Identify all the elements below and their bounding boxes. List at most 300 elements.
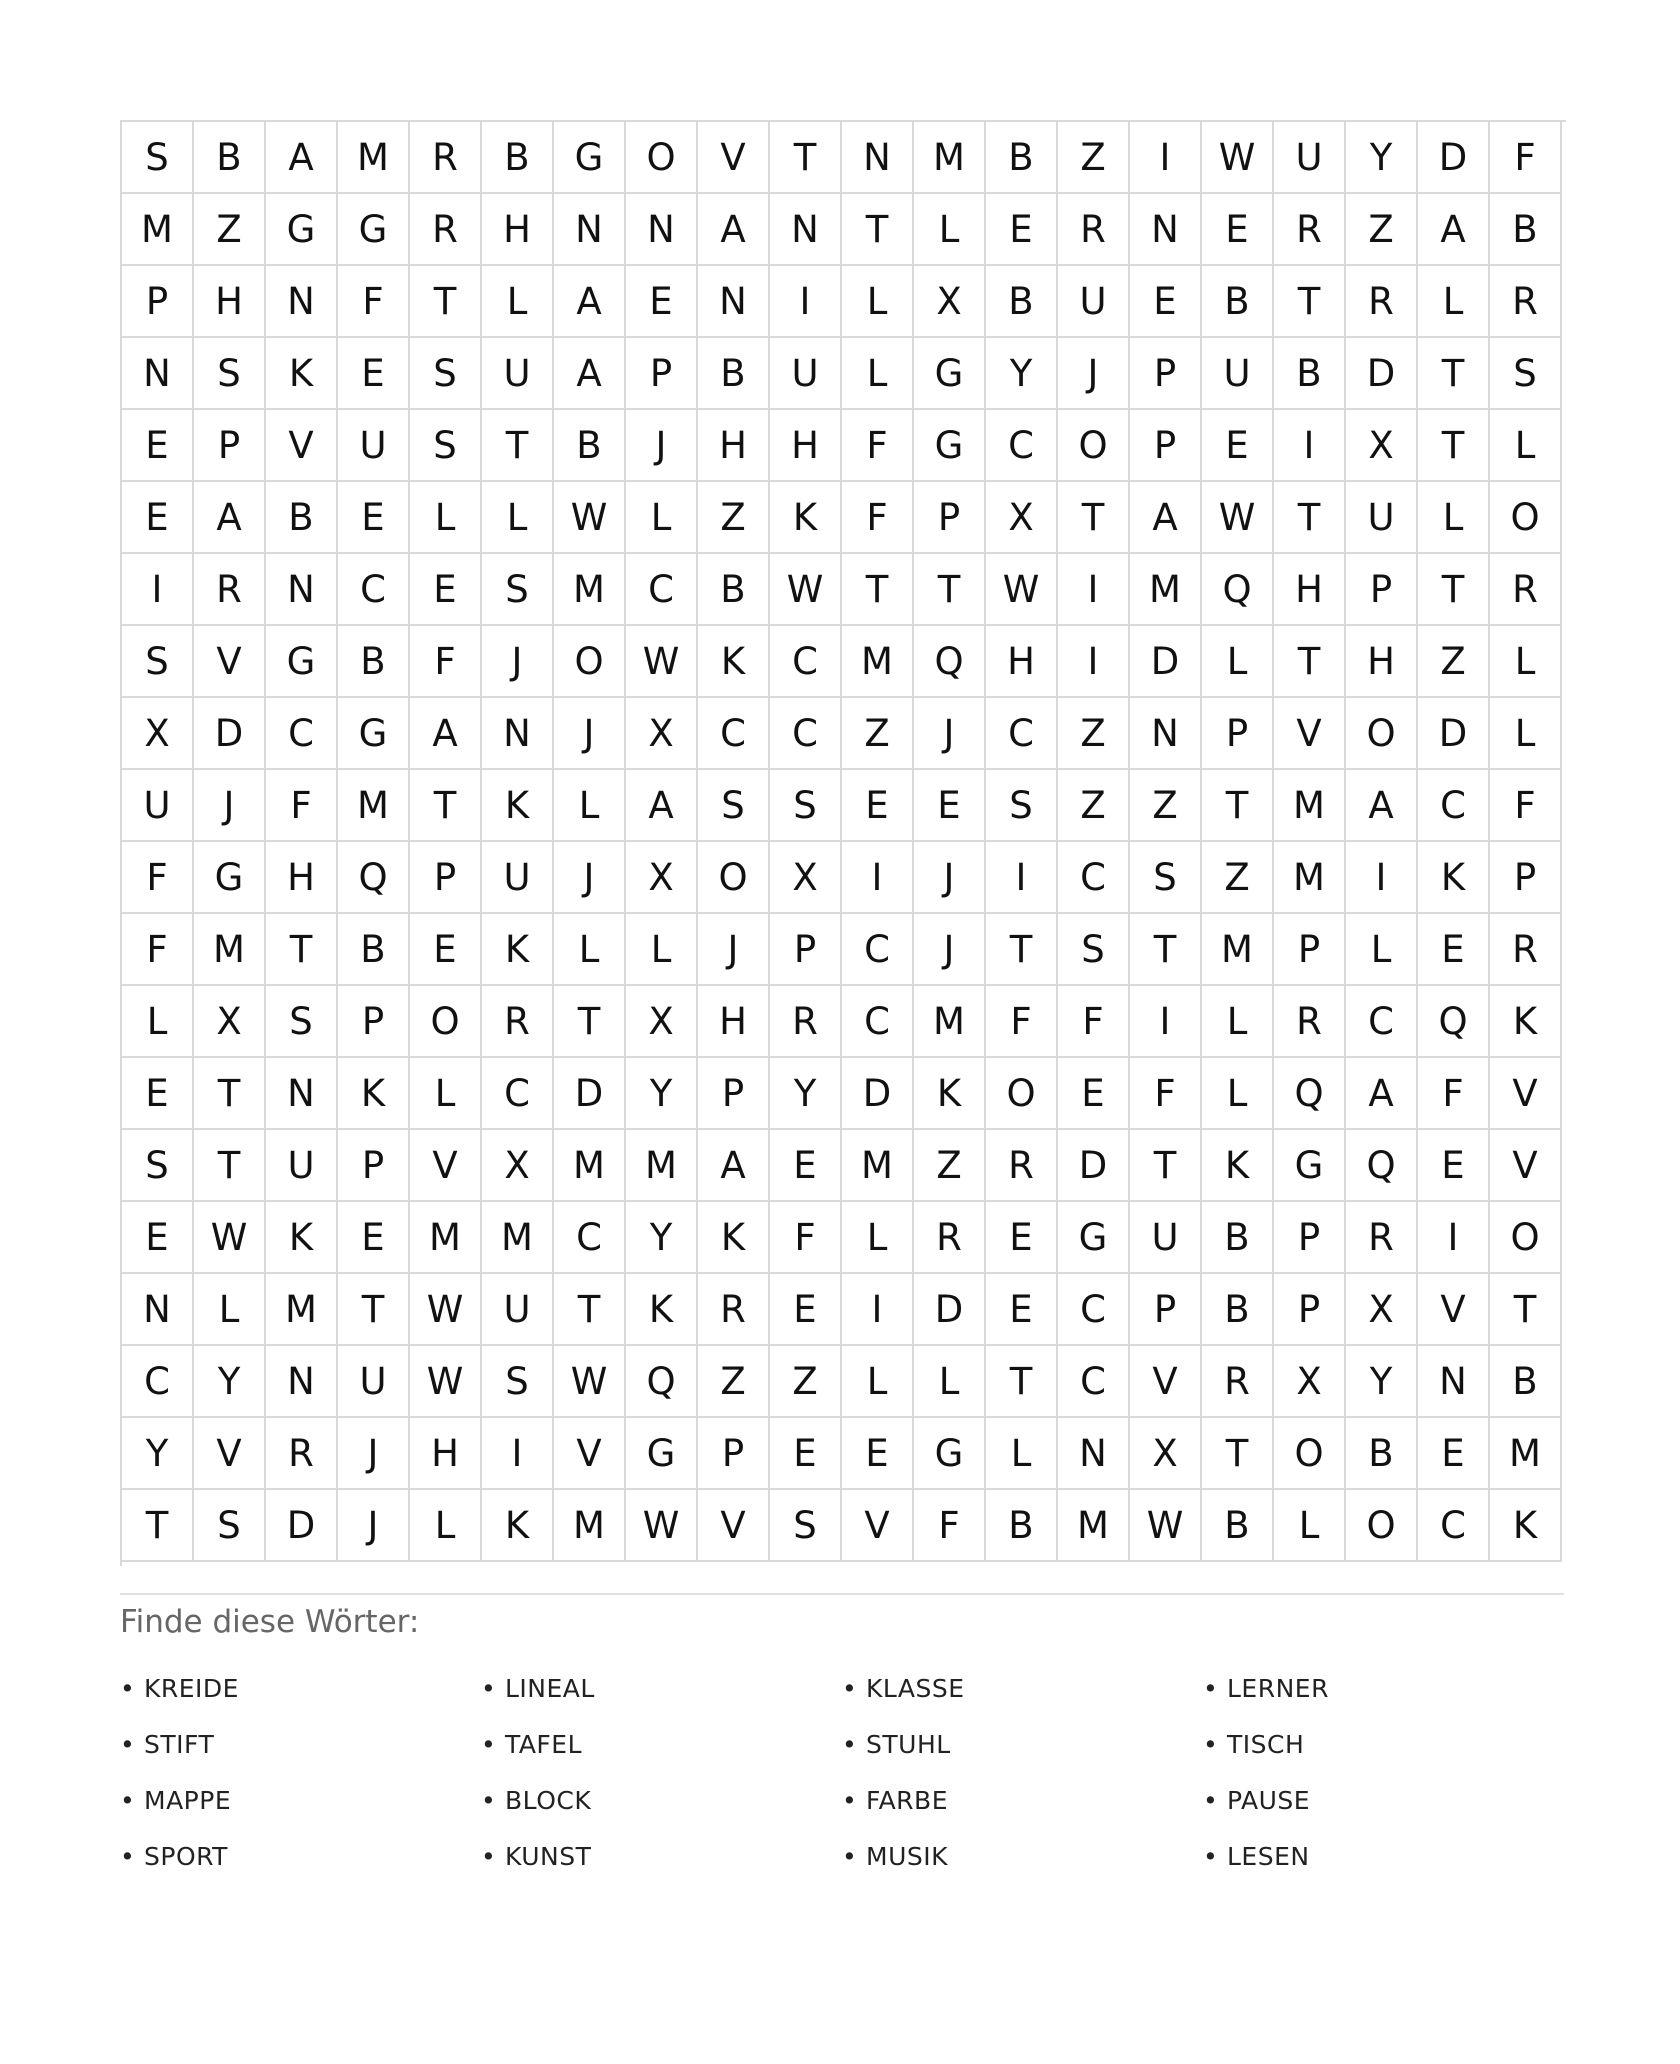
grid-cell-4-9[interactable]: H [770,410,842,482]
grid-cell-14-1[interactable]: T [194,1130,266,1202]
grid-cell-12-12[interactable]: F [986,986,1058,1058]
grid-cell-9-1[interactable]: J [194,770,266,842]
grid-cell-8-0[interactable]: X [122,698,194,770]
grid-cell-9-9[interactable]: S [770,770,842,842]
grid-cell-17-16[interactable]: X [1274,1346,1346,1418]
grid-cell-1-6[interactable]: N [554,194,626,266]
grid-cell-10-18[interactable]: K [1418,842,1490,914]
grid-cell-16-1[interactable]: L [194,1274,266,1346]
grid-cell-6-19[interactable]: R [1490,554,1562,626]
grid-cell-18-13[interactable]: N [1058,1418,1130,1490]
grid-cell-14-10[interactable]: M [842,1130,914,1202]
grid-cell-13-16[interactable]: Q [1274,1058,1346,1130]
grid-cell-10-5[interactable]: U [482,842,554,914]
grid-cell-13-17[interactable]: A [1346,1058,1418,1130]
grid-cell-4-14[interactable]: P [1130,410,1202,482]
grid-cell-9-19[interactable]: F [1490,770,1562,842]
grid-cell-19-14[interactable]: W [1130,1490,1202,1562]
grid-cell-7-9[interactable]: C [770,626,842,698]
grid-cell-5-1[interactable]: A [194,482,266,554]
grid-cell-15-4[interactable]: M [410,1202,482,1274]
grid-cell-3-14[interactable]: P [1130,338,1202,410]
grid-cell-2-18[interactable]: L [1418,266,1490,338]
grid-cell-9-10[interactable]: E [842,770,914,842]
grid-cell-9-15[interactable]: T [1202,770,1274,842]
grid-cell-15-10[interactable]: L [842,1202,914,1274]
grid-cell-16-0[interactable]: N [122,1274,194,1346]
grid-cell-5-7[interactable]: L [626,482,698,554]
grid-cell-8-17[interactable]: O [1346,698,1418,770]
grid-cell-16-2[interactable]: M [266,1274,338,1346]
grid-cell-9-13[interactable]: Z [1058,770,1130,842]
grid-cell-3-13[interactable]: J [1058,338,1130,410]
grid-cell-17-14[interactable]: V [1130,1346,1202,1418]
grid-cell-13-7[interactable]: Y [626,1058,698,1130]
grid-cell-17-12[interactable]: T [986,1346,1058,1418]
grid-cell-5-8[interactable]: Z [698,482,770,554]
grid-cell-12-11[interactable]: M [914,986,986,1058]
grid-cell-0-6[interactable]: G [554,122,626,194]
grid-cell-12-0[interactable]: L [122,986,194,1058]
grid-cell-7-13[interactable]: I [1058,626,1130,698]
grid-cell-12-13[interactable]: F [1058,986,1130,1058]
grid-cell-0-0[interactable]: S [122,122,194,194]
grid-cell-2-19[interactable]: R [1490,266,1562,338]
grid-cell-1-5[interactable]: H [482,194,554,266]
grid-cell-0-16[interactable]: U [1274,122,1346,194]
grid-cell-6-18[interactable]: T [1418,554,1490,626]
grid-cell-9-5[interactable]: K [482,770,554,842]
grid-cell-9-0[interactable]: U [122,770,194,842]
grid-cell-13-10[interactable]: D [842,1058,914,1130]
grid-cell-14-12[interactable]: R [986,1130,1058,1202]
grid-cell-8-16[interactable]: V [1274,698,1346,770]
grid-cell-8-12[interactable]: C [986,698,1058,770]
grid-cell-3-12[interactable]: Y [986,338,1058,410]
grid-cell-2-14[interactable]: E [1130,266,1202,338]
grid-cell-9-3[interactable]: M [338,770,410,842]
grid-cell-19-17[interactable]: O [1346,1490,1418,1562]
grid-cell-0-19[interactable]: F [1490,122,1562,194]
grid-cell-4-1[interactable]: P [194,410,266,482]
grid-cell-11-4[interactable]: E [410,914,482,986]
grid-cell-6-8[interactable]: B [698,554,770,626]
grid-cell-7-6[interactable]: O [554,626,626,698]
grid-cell-13-5[interactable]: C [482,1058,554,1130]
grid-cell-14-17[interactable]: Q [1346,1130,1418,1202]
grid-cell-13-3[interactable]: K [338,1058,410,1130]
grid-cell-8-8[interactable]: C [698,698,770,770]
grid-cell-13-9[interactable]: Y [770,1058,842,1130]
grid-cell-6-5[interactable]: S [482,554,554,626]
grid-cell-14-13[interactable]: D [1058,1130,1130,1202]
grid-cell-7-18[interactable]: Z [1418,626,1490,698]
grid-cell-13-15[interactable]: L [1202,1058,1274,1130]
grid-cell-17-19[interactable]: B [1490,1346,1562,1418]
grid-cell-2-13[interactable]: U [1058,266,1130,338]
grid-cell-14-4[interactable]: V [410,1130,482,1202]
grid-cell-1-19[interactable]: B [1490,194,1562,266]
grid-cell-15-1[interactable]: W [194,1202,266,1274]
grid-cell-18-11[interactable]: G [914,1418,986,1490]
grid-cell-9-6[interactable]: L [554,770,626,842]
grid-cell-17-15[interactable]: R [1202,1346,1274,1418]
grid-cell-1-9[interactable]: N [770,194,842,266]
grid-cell-11-19[interactable]: R [1490,914,1562,986]
grid-cell-1-7[interactable]: N [626,194,698,266]
grid-cell-11-2[interactable]: T [266,914,338,986]
grid-cell-1-11[interactable]: L [914,194,986,266]
grid-cell-17-4[interactable]: W [410,1346,482,1418]
grid-cell-7-14[interactable]: D [1130,626,1202,698]
grid-cell-10-8[interactable]: O [698,842,770,914]
grid-cell-13-13[interactable]: E [1058,1058,1130,1130]
grid-cell-4-11[interactable]: G [914,410,986,482]
grid-cell-0-7[interactable]: O [626,122,698,194]
grid-cell-8-14[interactable]: N [1130,698,1202,770]
grid-cell-10-13[interactable]: C [1058,842,1130,914]
grid-cell-15-13[interactable]: G [1058,1202,1130,1274]
grid-cell-0-1[interactable]: B [194,122,266,194]
grid-cell-8-6[interactable]: J [554,698,626,770]
grid-cell-12-8[interactable]: H [698,986,770,1058]
grid-cell-16-4[interactable]: W [410,1274,482,1346]
grid-cell-5-13[interactable]: T [1058,482,1130,554]
grid-cell-2-8[interactable]: N [698,266,770,338]
grid-cell-5-12[interactable]: X [986,482,1058,554]
grid-cell-10-15[interactable]: Z [1202,842,1274,914]
grid-cell-13-4[interactable]: L [410,1058,482,1130]
grid-cell-12-5[interactable]: R [482,986,554,1058]
grid-cell-2-4[interactable]: T [410,266,482,338]
grid-cell-0-15[interactable]: W [1202,122,1274,194]
grid-cell-5-14[interactable]: A [1130,482,1202,554]
grid-cell-13-14[interactable]: F [1130,1058,1202,1130]
grid-cell-19-11[interactable]: F [914,1490,986,1562]
grid-cell-15-11[interactable]: R [914,1202,986,1274]
grid-cell-16-10[interactable]: I [842,1274,914,1346]
grid-cell-8-18[interactable]: D [1418,698,1490,770]
grid-cell-5-17[interactable]: U [1346,482,1418,554]
grid-cell-18-15[interactable]: T [1202,1418,1274,1490]
grid-cell-14-2[interactable]: U [266,1130,338,1202]
grid-cell-16-7[interactable]: K [626,1274,698,1346]
grid-cell-15-5[interactable]: M [482,1202,554,1274]
grid-cell-14-9[interactable]: E [770,1130,842,1202]
grid-cell-4-5[interactable]: T [482,410,554,482]
grid-cell-3-5[interactable]: U [482,338,554,410]
grid-cell-0-17[interactable]: Y [1346,122,1418,194]
grid-cell-19-2[interactable]: D [266,1490,338,1562]
grid-cell-16-16[interactable]: P [1274,1274,1346,1346]
grid-cell-14-19[interactable]: V [1490,1130,1562,1202]
grid-cell-7-11[interactable]: Q [914,626,986,698]
grid-cell-2-11[interactable]: X [914,266,986,338]
grid-cell-12-16[interactable]: R [1274,986,1346,1058]
grid-cell-5-19[interactable]: O [1490,482,1562,554]
grid-cell-18-16[interactable]: O [1274,1418,1346,1490]
grid-cell-17-6[interactable]: W [554,1346,626,1418]
grid-cell-15-15[interactable]: B [1202,1202,1274,1274]
grid-cell-3-4[interactable]: S [410,338,482,410]
grid-cell-16-12[interactable]: E [986,1274,1058,1346]
grid-cell-7-19[interactable]: L [1490,626,1562,698]
grid-cell-15-9[interactable]: F [770,1202,842,1274]
grid-cell-15-17[interactable]: R [1346,1202,1418,1274]
grid-cell-12-17[interactable]: C [1346,986,1418,1058]
grid-cell-11-16[interactable]: P [1274,914,1346,986]
grid-cell-10-10[interactable]: I [842,842,914,914]
grid-cell-9-11[interactable]: E [914,770,986,842]
grid-cell-16-13[interactable]: C [1058,1274,1130,1346]
grid-cell-6-3[interactable]: C [338,554,410,626]
grid-cell-8-15[interactable]: P [1202,698,1274,770]
grid-cell-14-5[interactable]: X [482,1130,554,1202]
grid-cell-19-0[interactable]: T [122,1490,194,1562]
grid-cell-6-4[interactable]: E [410,554,482,626]
grid-cell-2-2[interactable]: N [266,266,338,338]
grid-cell-6-16[interactable]: H [1274,554,1346,626]
grid-cell-18-5[interactable]: I [482,1418,554,1490]
grid-cell-16-14[interactable]: P [1130,1274,1202,1346]
grid-cell-3-11[interactable]: G [914,338,986,410]
grid-cell-4-7[interactable]: J [626,410,698,482]
grid-cell-8-19[interactable]: L [1490,698,1562,770]
grid-cell-7-7[interactable]: W [626,626,698,698]
grid-cell-5-10[interactable]: F [842,482,914,554]
grid-cell-3-10[interactable]: L [842,338,914,410]
grid-cell-12-7[interactable]: X [626,986,698,1058]
grid-cell-2-15[interactable]: B [1202,266,1274,338]
grid-cell-6-7[interactable]: C [626,554,698,626]
grid-cell-18-4[interactable]: H [410,1418,482,1490]
grid-cell-19-1[interactable]: S [194,1490,266,1562]
grid-cell-3-2[interactable]: K [266,338,338,410]
grid-cell-1-18[interactable]: A [1418,194,1490,266]
grid-cell-14-6[interactable]: M [554,1130,626,1202]
grid-cell-1-16[interactable]: R [1274,194,1346,266]
grid-cell-1-8[interactable]: A [698,194,770,266]
grid-cell-0-9[interactable]: T [770,122,842,194]
grid-cell-3-6[interactable]: A [554,338,626,410]
grid-cell-1-17[interactable]: Z [1346,194,1418,266]
grid-cell-10-14[interactable]: S [1130,842,1202,914]
grid-cell-11-8[interactable]: J [698,914,770,986]
grid-cell-11-17[interactable]: L [1346,914,1418,986]
grid-cell-6-10[interactable]: T [842,554,914,626]
grid-cell-11-12[interactable]: T [986,914,1058,986]
grid-cell-15-6[interactable]: C [554,1202,626,1274]
grid-cell-11-14[interactable]: T [1130,914,1202,986]
grid-cell-3-16[interactable]: B [1274,338,1346,410]
grid-cell-18-10[interactable]: E [842,1418,914,1490]
grid-cell-0-18[interactable]: D [1418,122,1490,194]
grid-cell-16-15[interactable]: B [1202,1274,1274,1346]
grid-cell-12-19[interactable]: K [1490,986,1562,1058]
grid-cell-17-2[interactable]: N [266,1346,338,1418]
grid-cell-0-14[interactable]: I [1130,122,1202,194]
grid-cell-15-16[interactable]: P [1274,1202,1346,1274]
grid-cell-17-18[interactable]: N [1418,1346,1490,1418]
grid-cell-4-17[interactable]: X [1346,410,1418,482]
grid-cell-15-0[interactable]: E [122,1202,194,1274]
grid-cell-9-7[interactable]: A [626,770,698,842]
grid-cell-1-13[interactable]: R [1058,194,1130,266]
grid-cell-19-3[interactable]: J [338,1490,410,1562]
grid-cell-7-16[interactable]: T [1274,626,1346,698]
grid-cell-8-10[interactable]: Z [842,698,914,770]
grid-cell-19-12[interactable]: B [986,1490,1058,1562]
grid-cell-12-15[interactable]: L [1202,986,1274,1058]
grid-cell-0-13[interactable]: Z [1058,122,1130,194]
grid-cell-19-19[interactable]: K [1490,1490,1562,1562]
grid-cell-2-16[interactable]: T [1274,266,1346,338]
grid-cell-8-9[interactable]: C [770,698,842,770]
grid-cell-11-10[interactable]: C [842,914,914,986]
grid-cell-4-12[interactable]: C [986,410,1058,482]
grid-cell-5-0[interactable]: E [122,482,194,554]
grid-cell-5-6[interactable]: W [554,482,626,554]
grid-cell-19-4[interactable]: L [410,1490,482,1562]
grid-cell-7-12[interactable]: H [986,626,1058,698]
grid-cell-8-5[interactable]: N [482,698,554,770]
grid-cell-1-4[interactable]: R [410,194,482,266]
grid-cell-6-17[interactable]: P [1346,554,1418,626]
grid-cell-10-9[interactable]: X [770,842,842,914]
grid-cell-13-2[interactable]: N [266,1058,338,1130]
grid-cell-10-19[interactable]: P [1490,842,1562,914]
grid-cell-16-18[interactable]: V [1418,1274,1490,1346]
grid-cell-9-8[interactable]: S [698,770,770,842]
grid-cell-7-3[interactable]: B [338,626,410,698]
grid-cell-1-15[interactable]: E [1202,194,1274,266]
grid-cell-4-2[interactable]: V [266,410,338,482]
grid-cell-8-7[interactable]: X [626,698,698,770]
grid-cell-7-4[interactable]: F [410,626,482,698]
grid-cell-1-12[interactable]: E [986,194,1058,266]
grid-cell-13-6[interactable]: D [554,1058,626,1130]
grid-cell-7-1[interactable]: V [194,626,266,698]
grid-cell-12-10[interactable]: C [842,986,914,1058]
grid-cell-13-0[interactable]: E [122,1058,194,1130]
grid-cell-6-1[interactable]: R [194,554,266,626]
grid-cell-14-7[interactable]: M [626,1130,698,1202]
grid-cell-8-4[interactable]: A [410,698,482,770]
grid-cell-9-2[interactable]: F [266,770,338,842]
grid-cell-15-18[interactable]: I [1418,1202,1490,1274]
grid-cell-4-4[interactable]: S [410,410,482,482]
grid-cell-11-7[interactable]: L [626,914,698,986]
grid-cell-19-18[interactable]: C [1418,1490,1490,1562]
grid-cell-12-18[interactable]: Q [1418,986,1490,1058]
grid-cell-18-7[interactable]: G [626,1418,698,1490]
grid-cell-6-14[interactable]: M [1130,554,1202,626]
grid-cell-15-2[interactable]: K [266,1202,338,1274]
grid-cell-2-9[interactable]: I [770,266,842,338]
grid-cell-18-18[interactable]: E [1418,1418,1490,1490]
grid-cell-7-8[interactable]: K [698,626,770,698]
grid-cell-5-16[interactable]: T [1274,482,1346,554]
grid-cell-5-18[interactable]: L [1418,482,1490,554]
grid-cell-19-5[interactable]: K [482,1490,554,1562]
grid-cell-10-3[interactable]: Q [338,842,410,914]
grid-cell-19-13[interactable]: M [1058,1490,1130,1562]
grid-cell-18-2[interactable]: R [266,1418,338,1490]
grid-cell-0-11[interactable]: M [914,122,986,194]
grid-cell-10-7[interactable]: X [626,842,698,914]
grid-cell-17-1[interactable]: Y [194,1346,266,1418]
grid-cell-12-9[interactable]: R [770,986,842,1058]
grid-cell-4-18[interactable]: T [1418,410,1490,482]
grid-cell-19-15[interactable]: B [1202,1490,1274,1562]
grid-cell-18-1[interactable]: V [194,1418,266,1490]
grid-cell-13-12[interactable]: O [986,1058,1058,1130]
grid-cell-19-8[interactable]: V [698,1490,770,1562]
grid-cell-10-6[interactable]: J [554,842,626,914]
grid-cell-2-17[interactable]: R [1346,266,1418,338]
grid-cell-4-16[interactable]: I [1274,410,1346,482]
grid-cell-12-4[interactable]: O [410,986,482,1058]
grid-cell-8-2[interactable]: C [266,698,338,770]
grid-cell-0-10[interactable]: N [842,122,914,194]
grid-cell-14-14[interactable]: T [1130,1130,1202,1202]
grid-cell-18-12[interactable]: L [986,1418,1058,1490]
grid-cell-13-18[interactable]: F [1418,1058,1490,1130]
grid-cell-1-3[interactable]: G [338,194,410,266]
grid-cell-9-4[interactable]: T [410,770,482,842]
grid-cell-7-17[interactable]: H [1346,626,1418,698]
grid-cell-17-3[interactable]: U [338,1346,410,1418]
grid-cell-12-1[interactable]: X [194,986,266,1058]
grid-cell-14-15[interactable]: K [1202,1130,1274,1202]
grid-cell-7-5[interactable]: J [482,626,554,698]
grid-cell-12-6[interactable]: T [554,986,626,1058]
grid-cell-17-7[interactable]: Q [626,1346,698,1418]
grid-cell-6-11[interactable]: T [914,554,986,626]
grid-cell-3-15[interactable]: U [1202,338,1274,410]
grid-cell-6-0[interactable]: I [122,554,194,626]
grid-cell-13-1[interactable]: T [194,1058,266,1130]
grid-cell-9-16[interactable]: M [1274,770,1346,842]
grid-cell-9-18[interactable]: C [1418,770,1490,842]
grid-cell-3-19[interactable]: S [1490,338,1562,410]
grid-cell-16-6[interactable]: T [554,1274,626,1346]
grid-cell-6-6[interactable]: M [554,554,626,626]
grid-cell-5-2[interactable]: B [266,482,338,554]
grid-cell-15-14[interactable]: U [1130,1202,1202,1274]
grid-cell-17-9[interactable]: Z [770,1346,842,1418]
grid-cell-7-15[interactable]: L [1202,626,1274,698]
grid-cell-6-13[interactable]: I [1058,554,1130,626]
grid-cell-14-16[interactable]: G [1274,1130,1346,1202]
grid-cell-11-6[interactable]: L [554,914,626,986]
grid-cell-2-12[interactable]: B [986,266,1058,338]
grid-cell-6-9[interactable]: W [770,554,842,626]
grid-cell-5-3[interactable]: E [338,482,410,554]
grid-cell-0-8[interactable]: V [698,122,770,194]
grid-cell-15-8[interactable]: K [698,1202,770,1274]
grid-cell-3-3[interactable]: E [338,338,410,410]
grid-cell-14-18[interactable]: E [1418,1130,1490,1202]
grid-cell-19-7[interactable]: W [626,1490,698,1562]
grid-cell-3-9[interactable]: U [770,338,842,410]
grid-cell-18-19[interactable]: M [1490,1418,1562,1490]
grid-cell-3-7[interactable]: P [626,338,698,410]
grid-cell-17-5[interactable]: S [482,1346,554,1418]
grid-cell-7-10[interactable]: M [842,626,914,698]
grid-cell-10-16[interactable]: M [1274,842,1346,914]
grid-cell-14-8[interactable]: A [698,1130,770,1202]
